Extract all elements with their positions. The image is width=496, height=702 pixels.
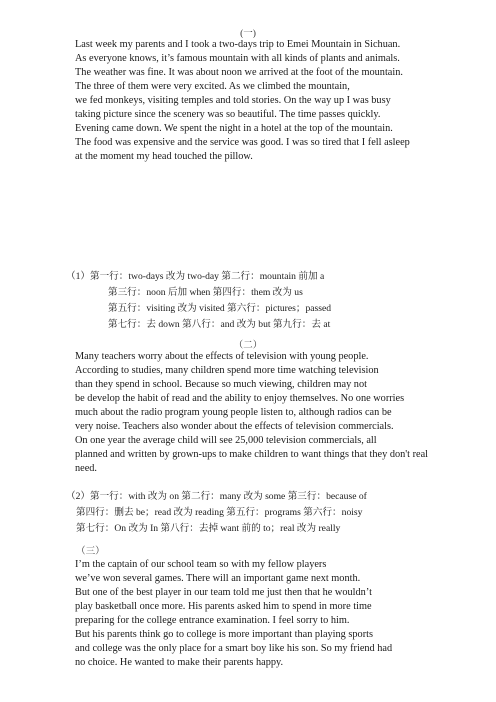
passage-line: On one year the average child will see 25,000 television commercials, all (75, 435, 377, 446)
passage-line: But one of the best player in our team told me just then that he wouldn’t (75, 587, 372, 598)
passage-line: The weather was fine. It was about noon we arrived at the foot of the mountain. (75, 67, 403, 78)
passage-line: As everyone knows, it’s famous mountain with all kinds of plants and animals. (75, 53, 400, 64)
passage-line: much about the radio program young people listen to, although radios can be (75, 407, 392, 418)
passage-line: According to studies, many children spend more time watching television (75, 365, 379, 376)
passage-line: taking picture since the scenery was so beautiful. The time passes quickly. (75, 109, 381, 120)
passage-line: play basketball once more. His parents asked him to spend in more time (75, 601, 372, 612)
answer-line: 第七行：On 改为 In 第八行：去掉 want 前的 to；real 改为 really (76, 523, 341, 534)
passage-line: planned and written by grown-ups to make children to want things that they don't real (75, 449, 429, 460)
passage-line: we’ve won several games. There will an important game next month. (75, 573, 361, 584)
passage-line: no choice. He wanted to make their parents happy. (75, 657, 284, 668)
passage-line: Evening came down. We spent the night in a hotel at the top of the mountain. (75, 123, 393, 134)
passage-line: Last week my parents and I took a two-days trip to Emei Mountain in Sichuan. (75, 39, 401, 50)
passage-line: at the moment my head touched the pillow. (75, 151, 253, 162)
answer-line: 第四行：删去 be；read 改为 reading 第五行：programs 第六行：noisy (76, 507, 363, 518)
passage-line: preparing for the college entrance examination. I feel sorry to him. (75, 615, 350, 626)
answer-line: （2）第一行：with 改为 on 第二行：many 改为 some 第三行：because of (66, 491, 367, 502)
section-heading-1: (一) (240, 29, 256, 39)
passage-line: need. (75, 463, 98, 474)
section-heading-2: （二） (233, 341, 263, 351)
answer-line: 第七行：去 down 第八行：and 改为 but 第九行：去 at (108, 319, 331, 330)
passage-line: The food was expensive and the service was good. I was so tired that I fell asleep (75, 137, 410, 148)
passage-line: Many teachers worry about the effects of television with young people. (75, 351, 369, 362)
answer-line: 第三行：noon 后加 when 第四行：them 改为 us (108, 287, 303, 298)
passage-line: But his parents think go to college is more important than playing sports (75, 629, 373, 640)
section-heading-3: （三） (76, 546, 105, 557)
passage-line: we fed monkeys, visiting temples and told stories. On the way up I was busy (75, 95, 391, 106)
passage-line: very noise. Teachers also wonder about the effects of television commercials. (75, 421, 394, 432)
passage-line: I’m the captain of our school team so with my fellow players (75, 559, 327, 570)
passage-line: be develop the habit of read and the ability to enjoy themselves. No one worries (75, 393, 405, 404)
passage-line: and college was the only place for a smart boy like his son. So my friend had (75, 643, 393, 654)
answer-line: 第五行：visiting 改为 visited 第六行：pictures；passed (108, 303, 332, 314)
passage-line: The three of them were very excited. As we climbed the mountain, (75, 81, 350, 92)
answer-line: （1）第一行：two-days 改为 two-day 第二行：mountain 前加 a (66, 271, 325, 282)
passage-line: than they spend in school. Because so much viewing, children may not (75, 379, 367, 390)
